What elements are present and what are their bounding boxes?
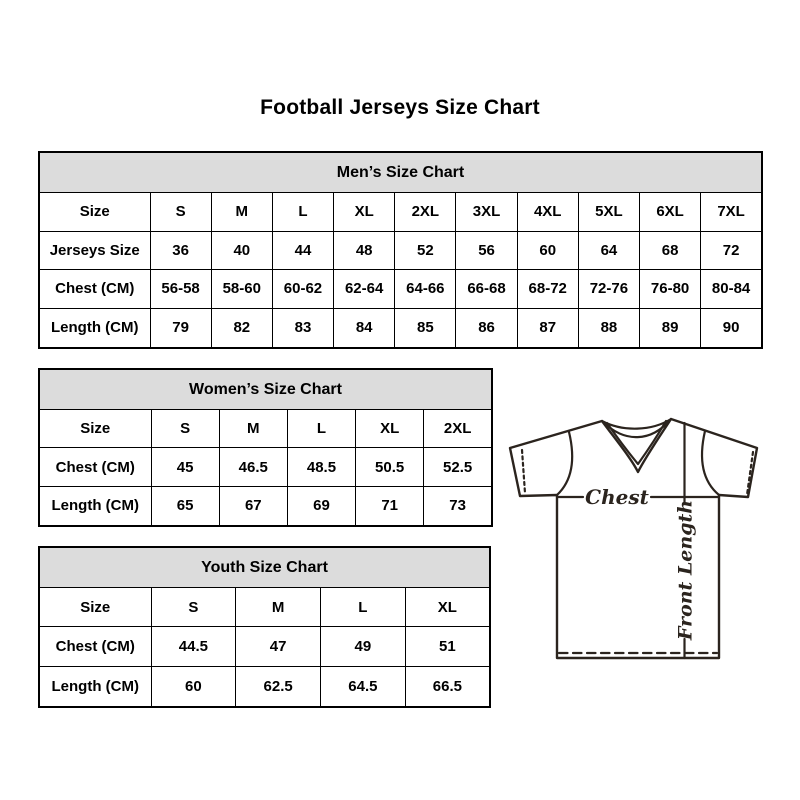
jersey-outline-shape [510,419,757,658]
value-cell: 56 [456,231,517,270]
value-cell: 76-80 [640,270,701,309]
page-title: Football Jerseys Size Chart [260,96,540,119]
value-cell: 67 [219,486,287,526]
table-row [39,627,490,666]
size-table [38,546,491,708]
table-row [39,588,490,627]
value-cell: 66-68 [456,270,517,309]
size-table [38,368,493,527]
value-cell: 90 [701,308,762,348]
row-label-cell: Jerseys Size [39,231,150,270]
value-cell: S [150,193,211,232]
value-cell: 83 [272,308,333,348]
table-row [39,448,492,486]
value-cell: 68-72 [517,270,578,309]
table-row [39,486,492,526]
value-cell: 89 [640,308,701,348]
table-row [39,308,762,348]
value-cell: S [151,410,219,448]
value-cell: 72-76 [578,270,639,309]
value-cell: 5XL [578,193,639,232]
table-row [39,410,492,448]
chest-label: Chest [585,485,649,509]
value-cell: 4XL [517,193,578,232]
mens-size-table [38,151,763,349]
value-cell: 60-62 [272,270,333,309]
value-cell: 56-58 [150,270,211,309]
value-cell: 65 [151,486,219,526]
womens-size-table [38,368,493,527]
value-cell: 44.5 [151,627,236,666]
value-cell: 64 [578,231,639,270]
value-cell: XL [405,588,490,627]
value-cell: 48.5 [287,448,355,486]
table-row [39,666,490,707]
value-cell: 80-84 [701,270,762,309]
collar-band-curve-1 [602,419,671,429]
value-cell: S [151,588,236,627]
row-label-cell: Size [39,193,150,232]
value-cell: 66.5 [405,666,490,707]
value-cell: 52 [395,231,456,270]
value-cell: 60 [151,666,236,707]
value-cell: 72 [701,231,762,270]
value-cell: 88 [578,308,639,348]
value-cell: XL [356,410,424,448]
value-cell: L [321,588,406,627]
value-cell: 68 [640,231,701,270]
value-cell: 62-64 [334,270,395,309]
row-label-cell: Chest (CM) [39,270,150,309]
table-row [39,231,762,270]
value-cell: L [287,410,355,448]
value-cell: 36 [150,231,211,270]
value-cell: 64.5 [321,666,406,707]
row-label-cell: Length (CM) [39,308,150,348]
table-title: Men’s Size Chart [39,152,762,193]
value-cell: M [211,193,272,232]
front-length-label: Front Length [674,499,697,641]
youth-size-table [38,546,491,708]
value-cell: 6XL [640,193,701,232]
value-cell: 49 [321,627,406,666]
row-label-cell: Length (CM) [39,486,151,526]
value-cell: 62.5 [236,666,321,707]
row-label-cell: Size [39,410,151,448]
value-cell: 86 [456,308,517,348]
value-cell: 82 [211,308,272,348]
value-cell: 58-60 [211,270,272,309]
value-cell: 87 [517,308,578,348]
value-cell: 48 [334,231,395,270]
value-cell: M [219,410,287,448]
jersey-measurement-diagram [495,412,795,672]
value-cell: 2XL [424,410,492,448]
table-title: Women’s Size Chart [39,369,492,410]
value-cell: 84 [334,308,395,348]
value-cell: 3XL [456,193,517,232]
value-cell: 44 [272,231,333,270]
value-cell: 79 [150,308,211,348]
value-cell: L [272,193,333,232]
value-cell: 40 [211,231,272,270]
row-label-cell: Length (CM) [39,666,151,707]
value-cell: 46.5 [219,448,287,486]
value-cell: 52.5 [424,448,492,486]
value-cell: XL [334,193,395,232]
size-table [38,151,763,349]
value-cell: 50.5 [356,448,424,486]
value-cell: 60 [517,231,578,270]
value-cell: 69 [287,486,355,526]
row-label-cell: Size [39,588,151,627]
value-cell: 47 [236,627,321,666]
value-cell: M [236,588,321,627]
value-cell: 73 [424,486,492,526]
value-cell: 7XL [701,193,762,232]
table-row [39,193,762,232]
value-cell: 2XL [395,193,456,232]
row-label-cell: Chest (CM) [39,448,151,486]
table-title: Youth Size Chart [39,547,490,588]
table-row [39,270,762,309]
value-cell: 45 [151,448,219,486]
row-label-cell: Chest (CM) [39,627,151,666]
value-cell: 64-66 [395,270,456,309]
value-cell: 71 [356,486,424,526]
value-cell: 51 [405,627,490,666]
value-cell: 85 [395,308,456,348]
